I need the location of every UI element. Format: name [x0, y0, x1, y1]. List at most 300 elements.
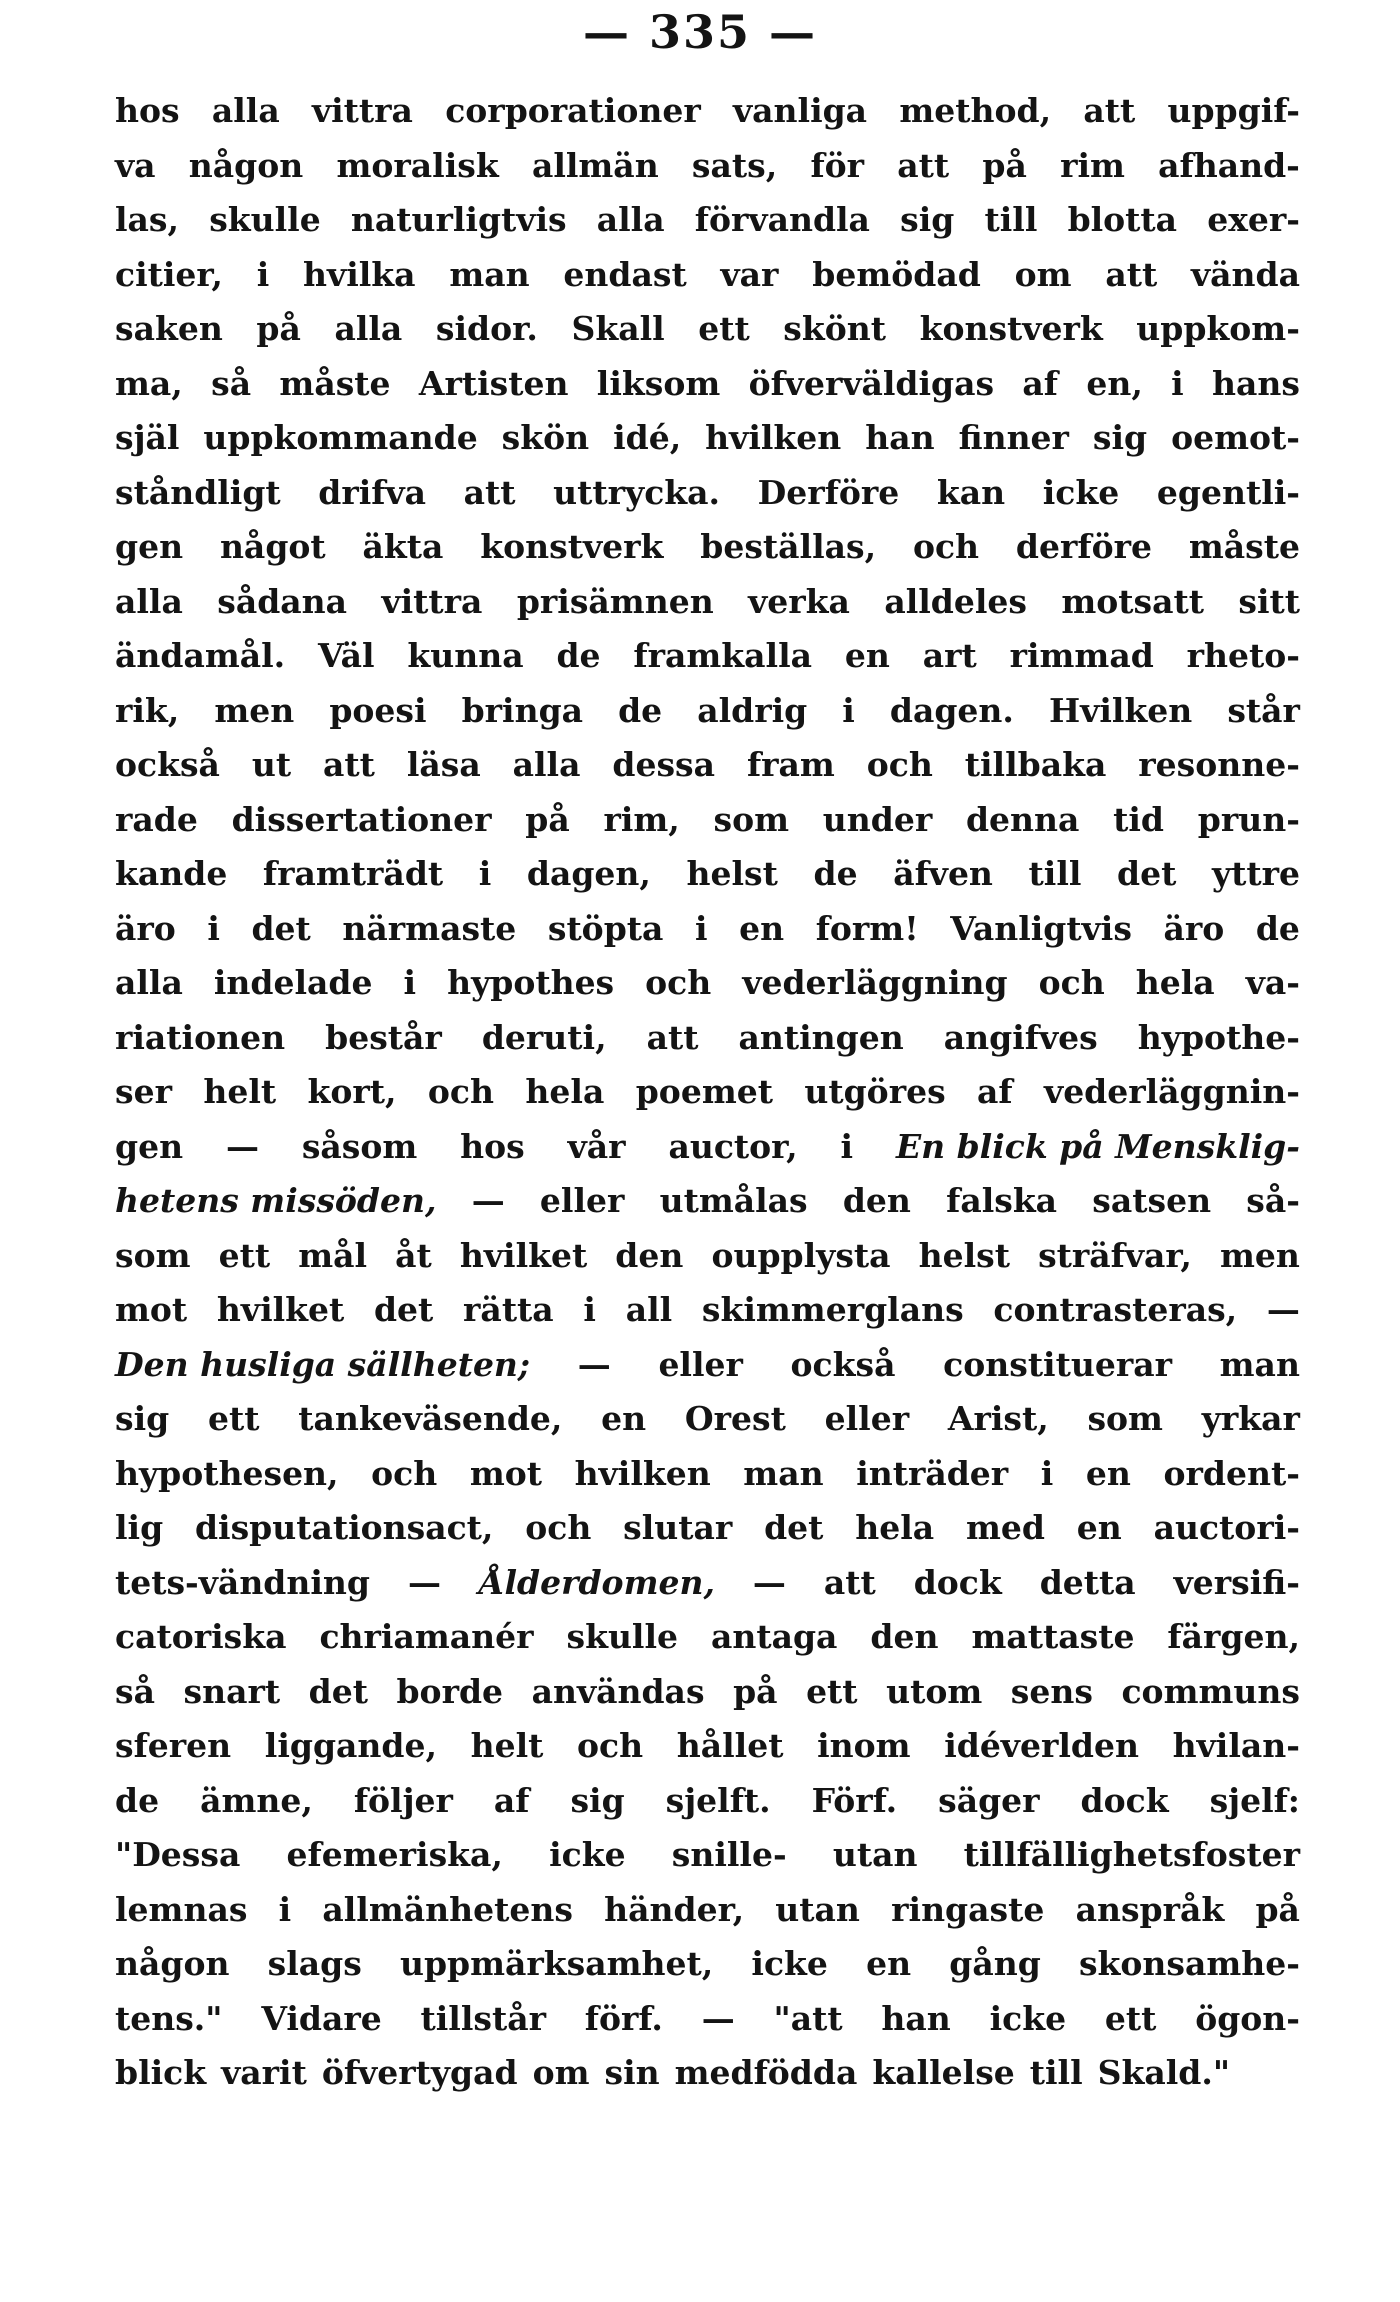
- word: så: [115, 1671, 155, 1711]
- word: också: [790, 1344, 896, 1384]
- word: antingen: [738, 1017, 904, 1057]
- word: kunna: [407, 636, 524, 675]
- word: en: [1085, 1453, 1131, 1493]
- word: —: [471, 1181, 505, 1220]
- word: —: [225, 1126, 259, 1166]
- word: alla: [115, 581, 183, 621]
- text-line: [115, 1174, 1300, 1229]
- text-line: [115, 1883, 1300, 1938]
- word: hans: [1212, 363, 1300, 403]
- word: eller: [539, 1181, 625, 1220]
- word: gång: [949, 1944, 1041, 1983]
- word: lig: [115, 1508, 164, 1547]
- word: eller: [824, 1399, 910, 1438]
- word: hela: [1135, 963, 1215, 1002]
- word: oupplysta: [711, 1235, 891, 1275]
- word: i: [840, 1126, 854, 1166]
- word: rätta: [463, 1290, 554, 1329]
- word: —: [1266, 1290, 1300, 1329]
- text-line: [115, 575, 1300, 630]
- word: öfvertygad: [321, 2053, 518, 2092]
- word: äro: [115, 908, 176, 948]
- text-line: [115, 1937, 1300, 1992]
- text-line: [115, 902, 1300, 957]
- word: afhand-: [1158, 145, 1300, 185]
- word: falska: [946, 1181, 1058, 1220]
- word: till: [1029, 2053, 1083, 2092]
- word: deruti,: [481, 1017, 607, 1057]
- word: sig: [115, 1399, 170, 1438]
- word: drifva: [318, 472, 427, 512]
- word: sitt: [1238, 581, 1300, 621]
- word: att: [463, 472, 516, 512]
- word: liksom: [596, 363, 721, 403]
- word: hvilka: [303, 254, 416, 294]
- word: det: [764, 1508, 824, 1547]
- word: —: [577, 1344, 611, 1384]
- word: helt: [203, 1072, 277, 1111]
- word: det: [251, 908, 311, 948]
- word: hypothe-: [1137, 1017, 1300, 1057]
- word: En blick på Mensklig-: [895, 1126, 1300, 1166]
- word: tets-vändning: [115, 1562, 370, 1602]
- word: består: [325, 1017, 442, 1057]
- word: Artisten: [418, 363, 569, 403]
- text-line: [115, 684, 1300, 739]
- word: vår: [567, 1126, 626, 1166]
- word: bringa: [461, 690, 584, 730]
- word: slags: [267, 1944, 362, 1983]
- text-line: [115, 411, 1300, 466]
- word: efemeriska,: [286, 1835, 503, 1874]
- word: och: [525, 1508, 592, 1547]
- word: han: [881, 1998, 951, 2038]
- word: och: [912, 527, 980, 566]
- word: om: [1014, 254, 1072, 294]
- word: allmän: [531, 145, 659, 185]
- word: kallelse: [872, 2053, 1015, 2092]
- text-line: [115, 2046, 1300, 2101]
- word: citier,: [115, 254, 223, 294]
- word: står: [1227, 690, 1300, 730]
- word: i: [1040, 1453, 1054, 1493]
- word: sferen: [115, 1726, 232, 1765]
- word: en,: [1086, 363, 1143, 403]
- word: Väl: [318, 636, 375, 675]
- word: på: [733, 1671, 778, 1711]
- word: va: [115, 145, 156, 185]
- word: framkalla: [633, 636, 812, 675]
- text-line: [115, 1392, 1300, 1447]
- word: af: [977, 1072, 1013, 1111]
- word: indelade: [213, 963, 373, 1002]
- text-line: [115, 139, 1300, 194]
- word: uppmärksamhet,: [399, 1944, 714, 1983]
- word: utom: [886, 1671, 983, 1711]
- text-line: [115, 466, 1300, 521]
- word: prisämnen: [516, 581, 714, 621]
- word: öfverväldigas: [748, 363, 995, 403]
- word: ett: [806, 1671, 858, 1711]
- word: Arist,: [947, 1399, 1049, 1438]
- word: förvandla: [694, 200, 870, 239]
- word: men: [214, 690, 295, 730]
- word: alla: [512, 745, 581, 784]
- text-line: [115, 84, 1300, 139]
- word: Skall: [571, 309, 665, 348]
- word: uppkom-: [1136, 309, 1300, 348]
- text-line: [115, 1338, 1300, 1393]
- word: Vanligtvis: [950, 908, 1132, 948]
- word: icke: [751, 1944, 828, 1983]
- word: såsom: [301, 1126, 418, 1166]
- word: blotta: [1067, 200, 1178, 239]
- word: dock: [1080, 1780, 1169, 1820]
- word: att: [1105, 254, 1158, 294]
- word: gen: [115, 1126, 184, 1166]
- word: catoriska: [115, 1617, 287, 1656]
- word: hvilket: [216, 1290, 345, 1329]
- word: endast: [563, 254, 687, 294]
- word: vederläggnin-: [1044, 1072, 1300, 1111]
- word: slutar: [623, 1508, 733, 1547]
- text-line: [115, 956, 1300, 1011]
- word: sens: [1010, 1671, 1093, 1711]
- text-line: [115, 520, 1300, 575]
- word: method,: [899, 91, 1052, 130]
- word: var: [720, 254, 779, 294]
- word: under: [822, 799, 933, 839]
- word: motsatt: [1061, 581, 1204, 621]
- word: på: [1255, 1889, 1300, 1929]
- page-number: — 335 —: [582, 5, 818, 59]
- word: all: [625, 1290, 673, 1329]
- text-line: [115, 1992, 1300, 2047]
- word: en: [739, 908, 785, 948]
- word: som: [1087, 1399, 1163, 1438]
- text-line: [115, 1447, 1300, 1502]
- word: satsen: [1092, 1181, 1212, 1220]
- word: en: [1076, 1508, 1122, 1547]
- word: Derföre: [757, 472, 900, 512]
- text-line: [115, 357, 1300, 412]
- word: Den husliga sällheten;: [115, 1344, 531, 1384]
- word: sjelft.: [665, 1780, 771, 1820]
- word: aldrig: [697, 690, 808, 730]
- word: färgen,: [1167, 1617, 1300, 1656]
- word: yrkar: [1201, 1399, 1300, 1438]
- word: i: [694, 908, 708, 948]
- word: sats,: [691, 145, 778, 185]
- word: disputationsact,: [194, 1508, 494, 1547]
- word: och: [1038, 963, 1105, 1002]
- word: den: [615, 1235, 684, 1275]
- text-line: [115, 793, 1300, 848]
- text-line: [115, 1665, 1300, 1720]
- word: fram: [746, 745, 835, 784]
- word: i: [278, 1889, 292, 1929]
- word: äkta: [362, 527, 444, 566]
- word: skulle: [209, 200, 321, 239]
- word: de: [618, 690, 663, 730]
- word: måste: [1188, 527, 1300, 566]
- word: borde: [396, 1671, 504, 1711]
- word: på: [982, 145, 1027, 185]
- word: form!: [815, 908, 919, 948]
- word: förf.: [584, 1998, 663, 2038]
- word: det: [308, 1671, 368, 1711]
- word: i: [1171, 363, 1184, 403]
- word: chriamanér: [319, 1617, 534, 1656]
- word: antaga: [710, 1617, 838, 1656]
- word: i: [842, 690, 855, 730]
- word: man: [743, 1453, 824, 1493]
- word: tens.": [115, 1998, 223, 2038]
- word: helst: [686, 854, 778, 893]
- word: rimmad: [1009, 636, 1154, 675]
- word: tid: [1113, 799, 1165, 839]
- word: han: [865, 418, 935, 457]
- word: uppkommande: [203, 418, 478, 457]
- word: rim: [1060, 145, 1125, 185]
- word: af: [1022, 363, 1058, 403]
- word: helt: [470, 1726, 544, 1765]
- word: de: [813, 854, 858, 893]
- word: oemot-: [1171, 418, 1300, 457]
- word: i: [207, 908, 220, 948]
- word: det: [1117, 854, 1177, 893]
- word: skön: [501, 418, 590, 457]
- word: versifi-: [1173, 1562, 1300, 1602]
- word: contrasteras,: [993, 1290, 1238, 1329]
- word: art: [922, 636, 977, 675]
- word: ringaste: [891, 1889, 1045, 1929]
- word: dagen,: [526, 854, 651, 893]
- word: den: [870, 1617, 939, 1656]
- word: ut: [251, 745, 292, 784]
- word: moralisk: [336, 145, 499, 185]
- word: alla: [211, 91, 280, 130]
- word: dagen.: [889, 690, 1014, 730]
- word: äro: [1163, 908, 1225, 948]
- word: närmaste: [342, 908, 517, 948]
- word: exer-: [1207, 200, 1300, 239]
- word: någon: [188, 145, 304, 185]
- word: inträder: [856, 1453, 1009, 1493]
- word: skulle: [566, 1617, 679, 1656]
- text-line: [115, 1610, 1300, 1665]
- word: beställas,: [700, 527, 877, 566]
- word: hos: [460, 1126, 525, 1166]
- word: ögon-: [1195, 1998, 1300, 2038]
- word: konstverk: [480, 527, 664, 566]
- word: tillstår: [420, 1998, 546, 2038]
- word: hvilan-: [1172, 1726, 1300, 1765]
- word: i: [256, 254, 270, 294]
- word: någon: [115, 1944, 230, 1983]
- word: Vidare: [261, 1998, 382, 2038]
- word: angifves: [943, 1017, 1098, 1057]
- word: mattaste: [971, 1617, 1135, 1656]
- word: sträfvar,: [1038, 1235, 1192, 1275]
- text-line: [115, 1828, 1300, 1883]
- word: vederläggning: [742, 963, 1008, 1002]
- text-line: [115, 1065, 1300, 1120]
- word: skimmerglans: [701, 1290, 964, 1329]
- word: att: [1083, 91, 1136, 130]
- word: medfödda: [674, 2053, 858, 2092]
- text-line: [115, 629, 1300, 684]
- word: ordent-: [1163, 1453, 1300, 1493]
- word: auctori-: [1153, 1508, 1300, 1547]
- word: och: [577, 1726, 644, 1765]
- word: säger: [938, 1780, 1040, 1820]
- word: Skald.": [1097, 2053, 1231, 2092]
- word: hvilken: [705, 418, 842, 457]
- word: så-: [1246, 1181, 1300, 1220]
- text-line: [115, 302, 1300, 357]
- body-text: [115, 84, 1300, 2101]
- word: vanliga: [732, 91, 868, 130]
- word: sådana: [217, 581, 348, 621]
- text-line: [115, 738, 1300, 793]
- word: icke: [549, 1835, 626, 1874]
- word: denna: [965, 799, 1080, 839]
- word: idé,: [613, 418, 682, 457]
- word: man: [1219, 1344, 1300, 1384]
- word: det: [373, 1290, 434, 1329]
- word: äfven: [893, 854, 993, 893]
- word: alla: [596, 200, 665, 239]
- word: snille-: [671, 1835, 787, 1874]
- word: till: [1028, 854, 1082, 893]
- word: alla: [334, 309, 403, 348]
- text-line: [115, 1011, 1300, 1066]
- word: ett: [207, 1399, 260, 1438]
- word: en: [844, 636, 890, 675]
- word: följer: [353, 1780, 453, 1820]
- word: och: [427, 1072, 495, 1111]
- word: saken: [115, 309, 223, 348]
- word: rim,: [603, 799, 680, 839]
- word: hela: [855, 1508, 935, 1547]
- word: ståndligt: [115, 472, 281, 512]
- word: sig: [900, 200, 955, 239]
- word: hos: [115, 91, 180, 130]
- word: att: [897, 145, 950, 185]
- word: på: [525, 799, 570, 839]
- word: för: [810, 145, 865, 185]
- text-line: [115, 1501, 1300, 1556]
- word: i: [403, 963, 417, 1002]
- word: utmålas: [659, 1181, 808, 1220]
- word: poesi: [329, 690, 427, 730]
- word: och: [866, 745, 933, 784]
- word: ändamål.: [115, 636, 286, 675]
- word: vittra: [311, 91, 413, 130]
- word: derföre: [1015, 527, 1152, 566]
- word: att: [323, 745, 375, 784]
- word: de: [115, 1780, 160, 1820]
- word: utgöres: [804, 1072, 946, 1111]
- word: helst: [918, 1235, 1010, 1275]
- text-line: [115, 1120, 1300, 1175]
- word: rheto-: [1186, 636, 1300, 675]
- word: själ: [115, 418, 180, 457]
- word: las,: [115, 200, 179, 239]
- word: hetens missöden,: [115, 1181, 437, 1220]
- word: allmänhetens: [322, 1889, 573, 1929]
- word: ett: [1104, 1998, 1157, 2038]
- word: att: [646, 1017, 699, 1057]
- word: dock: [913, 1562, 1002, 1602]
- word: skonsamhe-: [1078, 1944, 1300, 1983]
- word: kande: [115, 854, 228, 893]
- word: hypothesen,: [115, 1453, 339, 1493]
- word: Förf.: [811, 1780, 898, 1820]
- word: om: [532, 2053, 590, 2092]
- word: med: [965, 1508, 1045, 1547]
- word: constituerar: [943, 1344, 1172, 1384]
- word: sin: [604, 2053, 660, 2092]
- word: skönt: [783, 309, 886, 348]
- word: ämne,: [200, 1780, 313, 1820]
- word: dissertationer: [231, 799, 492, 839]
- word: detta: [1039, 1562, 1136, 1602]
- word: —: [701, 1998, 735, 2038]
- word: varit: [221, 2053, 307, 2092]
- word: af: [493, 1780, 530, 1820]
- word: rik,: [115, 690, 180, 730]
- word: Hvilken: [1048, 690, 1193, 730]
- word: läsa: [406, 745, 481, 784]
- word: hela: [525, 1072, 605, 1111]
- word: uttrycka.: [553, 472, 721, 512]
- word: händer,: [604, 1889, 745, 1929]
- word: kan: [936, 472, 1006, 512]
- word: också: [115, 745, 220, 784]
- word: stöpta: [547, 908, 664, 948]
- word: naturligtvis: [350, 200, 567, 239]
- word: i: [478, 854, 492, 893]
- word: "Dessa: [115, 1835, 241, 1874]
- word: hypothes: [447, 963, 615, 1002]
- word: måste: [279, 363, 391, 403]
- text-line: [115, 1283, 1300, 1338]
- word: ser: [115, 1072, 172, 1111]
- word: och: [371, 1453, 438, 1493]
- text-line: [115, 248, 1300, 303]
- word: mål: [298, 1235, 368, 1275]
- word: Orest: [684, 1399, 786, 1438]
- word: ma,: [115, 363, 183, 403]
- word: åt: [395, 1235, 432, 1275]
- word: riationen: [115, 1017, 286, 1057]
- word: —: [752, 1562, 786, 1602]
- word: bemödad: [812, 254, 981, 294]
- word: hållet: [676, 1726, 784, 1765]
- word: gen: [115, 527, 184, 566]
- word: blick: [115, 2053, 207, 2092]
- word: corporationer: [445, 91, 701, 130]
- word: inom: [817, 1726, 911, 1765]
- word: auctor,: [668, 1126, 798, 1166]
- word: yttre: [1211, 854, 1300, 893]
- word: —: [407, 1562, 441, 1602]
- word: icke: [989, 1998, 1067, 2038]
- word: vända: [1190, 254, 1300, 294]
- word: resonne-: [1138, 745, 1300, 784]
